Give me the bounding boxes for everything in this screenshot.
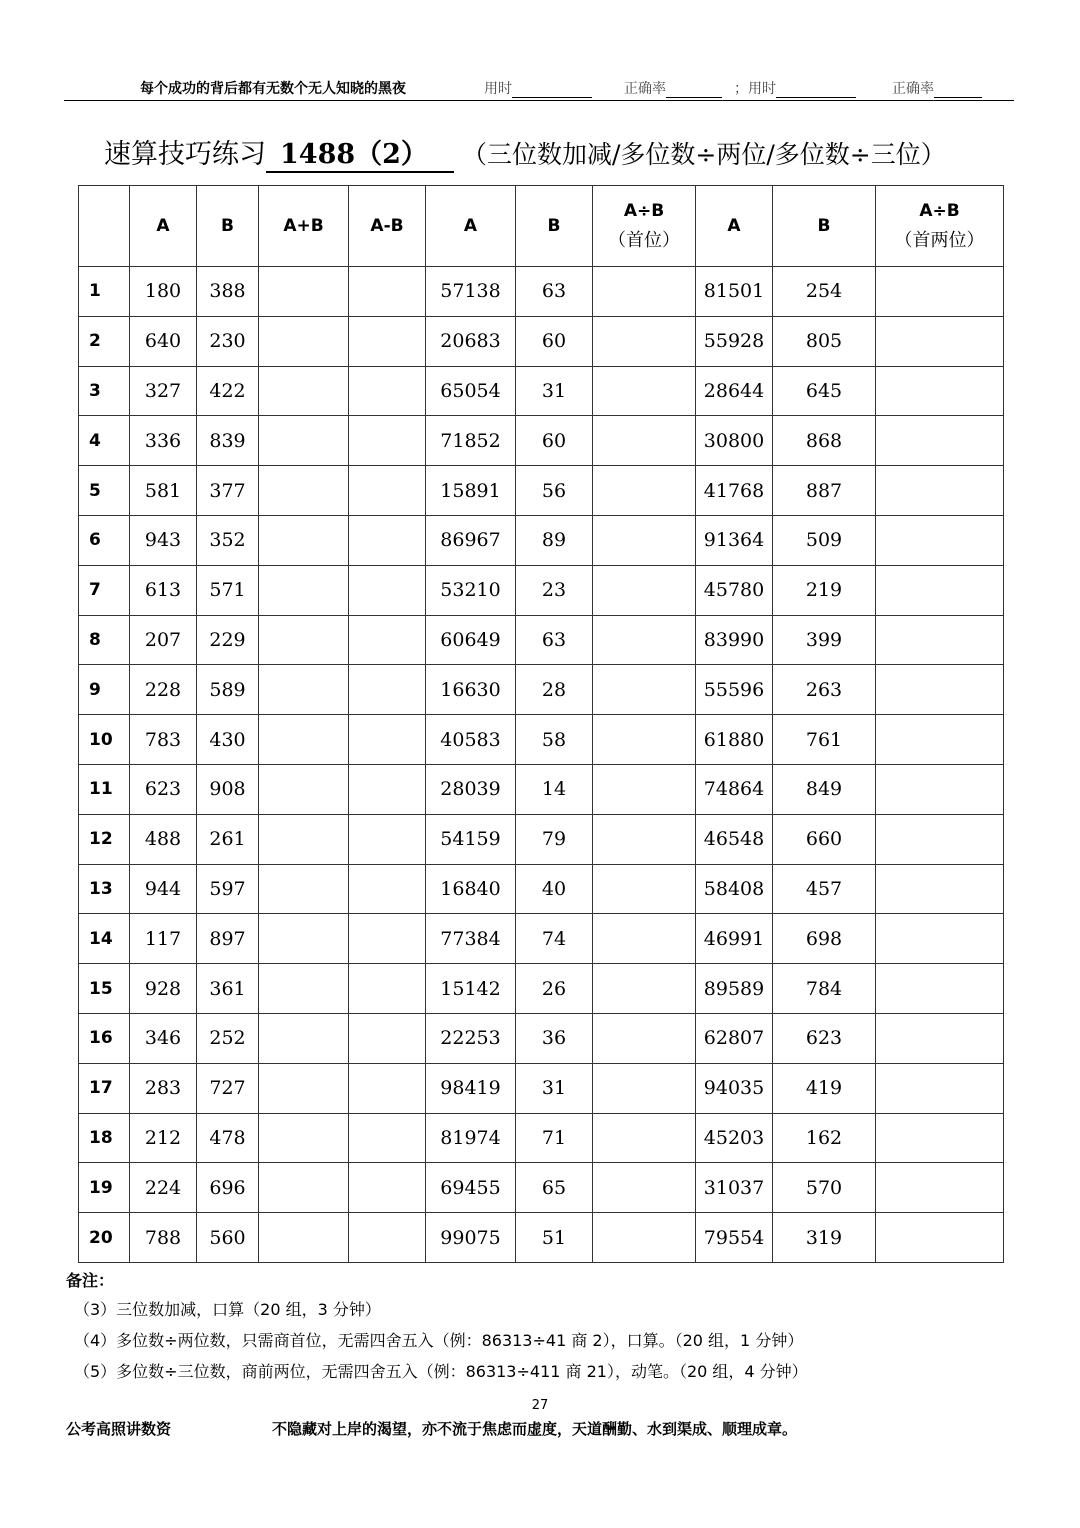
cell-b2: 74 [516, 914, 593, 964]
cell-a1: 327 [130, 366, 197, 416]
answer-sum[interactable] [259, 764, 349, 814]
header-diff: A-B [349, 186, 426, 267]
remarks [66, 1268, 808, 1390]
cell-b3: 162 [773, 1113, 876, 1163]
answer-quotient-1[interactable] [593, 1213, 696, 1263]
cell-a3: 91364 [696, 515, 773, 565]
cell-b3: 457 [773, 864, 876, 914]
cell-b2: 79 [516, 814, 593, 864]
table-header-row [79, 186, 1004, 267]
answer-diff[interactable] [349, 864, 426, 914]
answer-quotient-2[interactable] [876, 1113, 1004, 1163]
table-body [79, 267, 1004, 1263]
cell-b1: 897 [197, 914, 259, 964]
accuracy-field-1 [624, 78, 722, 98]
table-row [79, 366, 1004, 416]
answer-diff[interactable] [349, 964, 426, 1014]
row-index: 16 [79, 1013, 130, 1063]
cell-a2: 60649 [426, 615, 516, 665]
cell-b1: 388 [197, 267, 259, 317]
table-row [79, 515, 1004, 565]
cell-a1: 928 [130, 964, 197, 1014]
time-blank-1[interactable] [512, 83, 592, 98]
answer-sum[interactable] [259, 665, 349, 715]
answer-quotient-1[interactable] [593, 615, 696, 665]
table-row [79, 316, 1004, 366]
cell-a2: 69455 [426, 1163, 516, 1213]
answer-quotient-1[interactable] [593, 316, 696, 366]
cell-a2: 54159 [426, 814, 516, 864]
remarks-title: 备注： [66, 1271, 115, 1290]
answer-quotient-2[interactable] [876, 515, 1004, 565]
cell-b2: 63 [516, 267, 593, 317]
cell-a3: 45203 [696, 1113, 773, 1163]
answer-sum[interactable] [259, 366, 349, 416]
cell-b2: 63 [516, 615, 593, 665]
page-number: 27 [531, 1398, 549, 1413]
cell-a2: 65054 [426, 366, 516, 416]
cell-b1: 571 [197, 565, 259, 615]
table-row [79, 466, 1004, 516]
cell-a3: 61880 [696, 715, 773, 765]
cell-b3: 660 [773, 814, 876, 864]
row-index: 11 [79, 764, 130, 814]
cell-b3: 399 [773, 615, 876, 665]
remark-line-5: （5）多位数÷三位数，商前两位，无需四舍五入（例：86313÷411 商 21），动笔。（20 组，4 分钟） [74, 1362, 808, 1381]
answer-quotient-2[interactable] [876, 366, 1004, 416]
cell-a2: 57138 [426, 267, 516, 317]
table-row [79, 864, 1004, 914]
cell-b1: 908 [197, 764, 259, 814]
cell-b2: 26 [516, 964, 593, 1014]
header-b3: B [773, 186, 876, 267]
answer-sum[interactable] [259, 864, 349, 914]
cell-b3: 623 [773, 1013, 876, 1063]
cell-a1: 788 [130, 1213, 197, 1263]
cell-a1: 783 [130, 715, 197, 765]
answer-diff[interactable] [349, 316, 426, 366]
cell-a3: 89589 [696, 964, 773, 1014]
answer-diff[interactable] [349, 764, 426, 814]
cell-b2: 56 [516, 466, 593, 516]
cell-a3: 81501 [696, 267, 773, 317]
cell-b2: 14 [516, 764, 593, 814]
answer-quotient-2[interactable] [876, 864, 1004, 914]
answer-quotient-2[interactable] [876, 1213, 1004, 1263]
cell-a1: 346 [130, 1013, 197, 1063]
answer-diff[interactable] [349, 565, 426, 615]
answer-sum[interactable] [259, 914, 349, 964]
cell-a2: 15142 [426, 964, 516, 1014]
answer-quotient-1[interactable] [593, 814, 696, 864]
answer-quotient-2[interactable] [876, 914, 1004, 964]
cell-b1: 597 [197, 864, 259, 914]
answer-diff[interactable] [349, 615, 426, 665]
cell-b3: 761 [773, 715, 876, 765]
answer-diff[interactable] [349, 1163, 426, 1213]
cell-a1: 228 [130, 665, 197, 715]
row-index: 3 [79, 366, 130, 416]
cell-b2: 89 [516, 515, 593, 565]
table-row [79, 615, 1004, 665]
cell-b1: 839 [197, 416, 259, 466]
answer-diff[interactable] [349, 366, 426, 416]
cell-b3: 263 [773, 665, 876, 715]
row-index: 5 [79, 466, 130, 516]
row-index: 8 [79, 615, 130, 665]
cell-b2: 40 [516, 864, 593, 914]
time-label-2: 用时 [748, 81, 776, 97]
cell-a3: 55596 [696, 665, 773, 715]
answer-diff[interactable] [349, 665, 426, 715]
cell-b2: 58 [516, 715, 593, 765]
answer-sum[interactable] [259, 1163, 349, 1213]
answer-quotient-1[interactable] [593, 1013, 696, 1063]
row-index: 20 [79, 1213, 130, 1263]
row-index: 13 [79, 864, 130, 914]
cell-a3: 83990 [696, 615, 773, 665]
cell-b2: 31 [516, 366, 593, 416]
answer-diff[interactable] [349, 267, 426, 317]
cell-a2: 15891 [426, 466, 516, 516]
answer-quotient-2[interactable] [876, 267, 1004, 317]
answer-sum[interactable] [259, 1063, 349, 1113]
cell-a3: 94035 [696, 1063, 773, 1113]
cell-b3: 784 [773, 964, 876, 1014]
answer-quotient-1[interactable] [593, 715, 696, 765]
answer-quotient-2[interactable] [876, 964, 1004, 1014]
cell-b1: 252 [197, 1013, 259, 1063]
answer-diff[interactable] [349, 515, 426, 565]
header-motto: 每个成功的背后都有无数个无人知晓的黑夜 [140, 81, 406, 97]
answer-diff[interactable] [349, 466, 426, 516]
answer-sum[interactable] [259, 1213, 349, 1263]
cell-a2: 98419 [426, 1063, 516, 1113]
answer-quotient-2[interactable] [876, 1013, 1004, 1063]
answer-diff[interactable] [349, 914, 426, 964]
cell-a2: 16630 [426, 665, 516, 715]
row-index: 2 [79, 316, 130, 366]
cell-a3: 55928 [696, 316, 773, 366]
answer-quotient-2[interactable] [876, 316, 1004, 366]
header-quotient-1-label: A÷B [623, 201, 665, 221]
answer-quotient-1[interactable] [593, 366, 696, 416]
cell-b3: 219 [773, 565, 876, 615]
header-b2: B [516, 186, 593, 267]
cell-b3: 887 [773, 466, 876, 516]
cell-a2: 40583 [426, 715, 516, 765]
cell-a1: 581 [130, 466, 197, 516]
row-index: 17 [79, 1063, 130, 1113]
row-index: 6 [79, 515, 130, 565]
cell-b1: 361 [197, 964, 259, 1014]
cell-b3: 509 [773, 515, 876, 565]
separator: ； [734, 81, 748, 97]
cell-a1: 943 [130, 515, 197, 565]
cell-a1: 180 [130, 267, 197, 317]
cell-b3: 645 [773, 366, 876, 416]
cell-a2: 16840 [426, 864, 516, 914]
header-quotient-1 [593, 186, 696, 267]
answer-quotient-2[interactable] [876, 665, 1004, 715]
cell-a3: 74864 [696, 764, 773, 814]
cell-a1: 613 [130, 565, 197, 615]
cell-b1: 560 [197, 1213, 259, 1263]
cell-b1: 727 [197, 1063, 259, 1113]
answer-quotient-1[interactable] [593, 416, 696, 466]
cell-a3: 46991 [696, 914, 773, 964]
time-blank-2[interactable] [776, 83, 856, 98]
title-subtitle: （三位数加减/多位数÷两位/多位数÷三位） [462, 140, 946, 169]
cell-b2: 28 [516, 665, 593, 715]
cell-a3: 45780 [696, 565, 773, 615]
header-quotient-2 [876, 186, 1004, 267]
cell-a1: 224 [130, 1163, 197, 1213]
cell-a2: 20683 [426, 316, 516, 366]
cell-a3: 62807 [696, 1013, 773, 1063]
time-label-1: 用时 [484, 81, 512, 97]
row-index: 4 [79, 416, 130, 466]
answer-sum[interactable] [259, 1113, 349, 1163]
cell-a1: 283 [130, 1063, 197, 1113]
table-row [79, 665, 1004, 715]
page-title [104, 132, 946, 173]
answer-sum[interactable] [259, 615, 349, 665]
answer-quotient-1[interactable] [593, 267, 696, 317]
header-b1: B [197, 186, 259, 267]
row-index: 9 [79, 665, 130, 715]
answer-quotient-2[interactable] [876, 466, 1004, 516]
cell-b3: 419 [773, 1063, 876, 1113]
time-field-2 [734, 78, 856, 98]
cell-b3: 698 [773, 914, 876, 964]
cell-b3: 805 [773, 316, 876, 366]
answer-sum[interactable] [259, 964, 349, 1014]
answer-quotient-1[interactable] [593, 1063, 696, 1113]
cell-a3: 30800 [696, 416, 773, 466]
table-row [79, 416, 1004, 466]
cell-b2: 60 [516, 316, 593, 366]
answer-quotient-1[interactable] [593, 665, 696, 715]
title-main: 速算技巧练习 [104, 139, 266, 170]
accuracy-blank-1[interactable] [666, 83, 722, 98]
cell-b3: 254 [773, 267, 876, 317]
answer-sum[interactable] [259, 316, 349, 366]
answer-quotient-2[interactable] [876, 416, 1004, 466]
header-quotient-2-label: A÷B [919, 201, 960, 221]
answer-sum[interactable] [259, 466, 349, 516]
cell-b1: 377 [197, 466, 259, 516]
cell-b2: 31 [516, 1063, 593, 1113]
answer-sum[interactable] [259, 565, 349, 615]
cell-a2: 77384 [426, 914, 516, 964]
cell-a3: 28644 [696, 366, 773, 416]
table-row [79, 1163, 1004, 1213]
table-row [79, 1113, 1004, 1163]
answer-quotient-2[interactable] [876, 615, 1004, 665]
accuracy-blank-2[interactable] [934, 83, 982, 98]
answer-quotient-2[interactable] [876, 1163, 1004, 1213]
table-row [79, 764, 1004, 814]
answer-sum[interactable] [259, 814, 349, 864]
remark-line-3: （3）三位数加减，口算（20 组，3 分钟） [74, 1300, 381, 1319]
row-index: 18 [79, 1113, 130, 1163]
answer-quotient-1[interactable] [593, 964, 696, 1014]
accuracy-label-1: 正确率 [624, 81, 666, 97]
table-row [79, 565, 1004, 615]
answer-quotient-2[interactable] [876, 565, 1004, 615]
table-row [79, 814, 1004, 864]
row-index: 10 [79, 715, 130, 765]
table-row [79, 1213, 1004, 1263]
cell-b2: 65 [516, 1163, 593, 1213]
header-a1: A [130, 186, 197, 267]
cell-b1: 430 [197, 715, 259, 765]
cell-a1: 212 [130, 1113, 197, 1163]
cell-a3: 79554 [696, 1213, 773, 1263]
cell-b1: 352 [197, 515, 259, 565]
answer-sum[interactable] [259, 267, 349, 317]
answer-diff[interactable] [349, 1213, 426, 1263]
answer-quotient-2[interactable] [876, 1063, 1004, 1113]
cell-b3: 868 [773, 416, 876, 466]
cell-b2: 51 [516, 1213, 593, 1263]
answer-quotient-1[interactable] [593, 914, 696, 964]
cell-b1: 478 [197, 1113, 259, 1163]
header-sum: A+B [259, 186, 349, 267]
cell-a2: 28039 [426, 764, 516, 814]
cell-b2: 36 [516, 1013, 593, 1063]
cell-a2: 99075 [426, 1213, 516, 1263]
exercise-table [78, 185, 1004, 1263]
cell-b3: 319 [773, 1213, 876, 1263]
accuracy-field-2 [892, 78, 982, 98]
answer-sum[interactable] [259, 715, 349, 765]
footer-slogan: 不隐藏对上岸的渴望，亦不流于焦虑而虚度，天道酬勤、水到渠成、顺理成章。 [272, 1420, 798, 1438]
cell-b1: 229 [197, 615, 259, 665]
cell-a2: 22253 [426, 1013, 516, 1063]
cell-a1: 336 [130, 416, 197, 466]
time-field-1 [484, 78, 592, 98]
answer-quotient-1[interactable] [593, 764, 696, 814]
cell-b1: 230 [197, 316, 259, 366]
header-index [79, 186, 130, 267]
header-quotient-1-note: （首位） [608, 230, 680, 251]
answer-diff[interactable] [349, 416, 426, 466]
cell-b1: 696 [197, 1163, 259, 1213]
cell-a1: 944 [130, 864, 197, 914]
answer-quotient-1[interactable] [593, 1113, 696, 1163]
answer-diff[interactable] [349, 814, 426, 864]
cell-b2: 71 [516, 1113, 593, 1163]
cell-a1: 488 [130, 814, 197, 864]
answer-diff[interactable] [349, 1063, 426, 1113]
header-a3: A [696, 186, 773, 267]
row-index: 12 [79, 814, 130, 864]
cell-a3: 41768 [696, 466, 773, 516]
row-index: 19 [79, 1163, 130, 1213]
table-row [79, 267, 1004, 317]
header-a2: A [426, 186, 516, 267]
cell-a3: 58408 [696, 864, 773, 914]
cell-a3: 46548 [696, 814, 773, 864]
cell-a1: 640 [130, 316, 197, 366]
answer-quotient-1[interactable] [593, 1163, 696, 1213]
cell-a2: 86967 [426, 515, 516, 565]
row-index: 7 [79, 565, 130, 615]
answer-quotient-2[interactable] [876, 814, 1004, 864]
answer-quotient-1[interactable] [593, 565, 696, 615]
cell-b1: 589 [197, 665, 259, 715]
table-row [79, 715, 1004, 765]
title-code: 1488（2） [266, 132, 454, 173]
cell-a1: 623 [130, 764, 197, 814]
cell-a2: 81974 [426, 1113, 516, 1163]
answer-quotient-2[interactable] [876, 715, 1004, 765]
cell-b1: 261 [197, 814, 259, 864]
answer-sum[interactable] [259, 416, 349, 466]
header-quotient-2-note: （首两位） [894, 230, 985, 251]
cell-a1: 207 [130, 615, 197, 665]
remark-line-4: （4）多位数÷两位数，只需商首位，无需四舍五入（例：86313÷41 商 2），口算。（20 组，1 分钟） [74, 1331, 804, 1350]
answer-sum[interactable] [259, 515, 349, 565]
page-header [64, 74, 1014, 101]
footer-author: 公考高照讲数资 [66, 1420, 172, 1438]
cell-b1: 422 [197, 366, 259, 416]
table-row [79, 1063, 1004, 1113]
row-index: 1 [79, 267, 130, 317]
cell-a1: 117 [130, 914, 197, 964]
row-index: 15 [79, 964, 130, 1014]
cell-a2: 71852 [426, 416, 516, 466]
cell-a3: 31037 [696, 1163, 773, 1213]
answer-diff[interactable] [349, 715, 426, 765]
answer-quotient-1[interactable] [593, 466, 696, 516]
table-row [79, 964, 1004, 1014]
answer-diff[interactable] [349, 1013, 426, 1063]
table-row [79, 914, 1004, 964]
answer-quotient-1[interactable] [593, 515, 696, 565]
cell-b2: 60 [516, 416, 593, 466]
cell-a2: 53210 [426, 565, 516, 615]
cell-b2: 23 [516, 565, 593, 615]
cell-b3: 570 [773, 1163, 876, 1213]
answer-sum[interactable] [259, 1013, 349, 1063]
answer-diff[interactable] [349, 1113, 426, 1163]
cell-b3: 849 [773, 764, 876, 814]
answer-quotient-2[interactable] [876, 764, 1004, 814]
row-index: 14 [79, 914, 130, 964]
answer-quotient-1[interactable] [593, 864, 696, 914]
table-row [79, 1013, 1004, 1063]
accuracy-label-2: 正确率 [892, 81, 934, 97]
